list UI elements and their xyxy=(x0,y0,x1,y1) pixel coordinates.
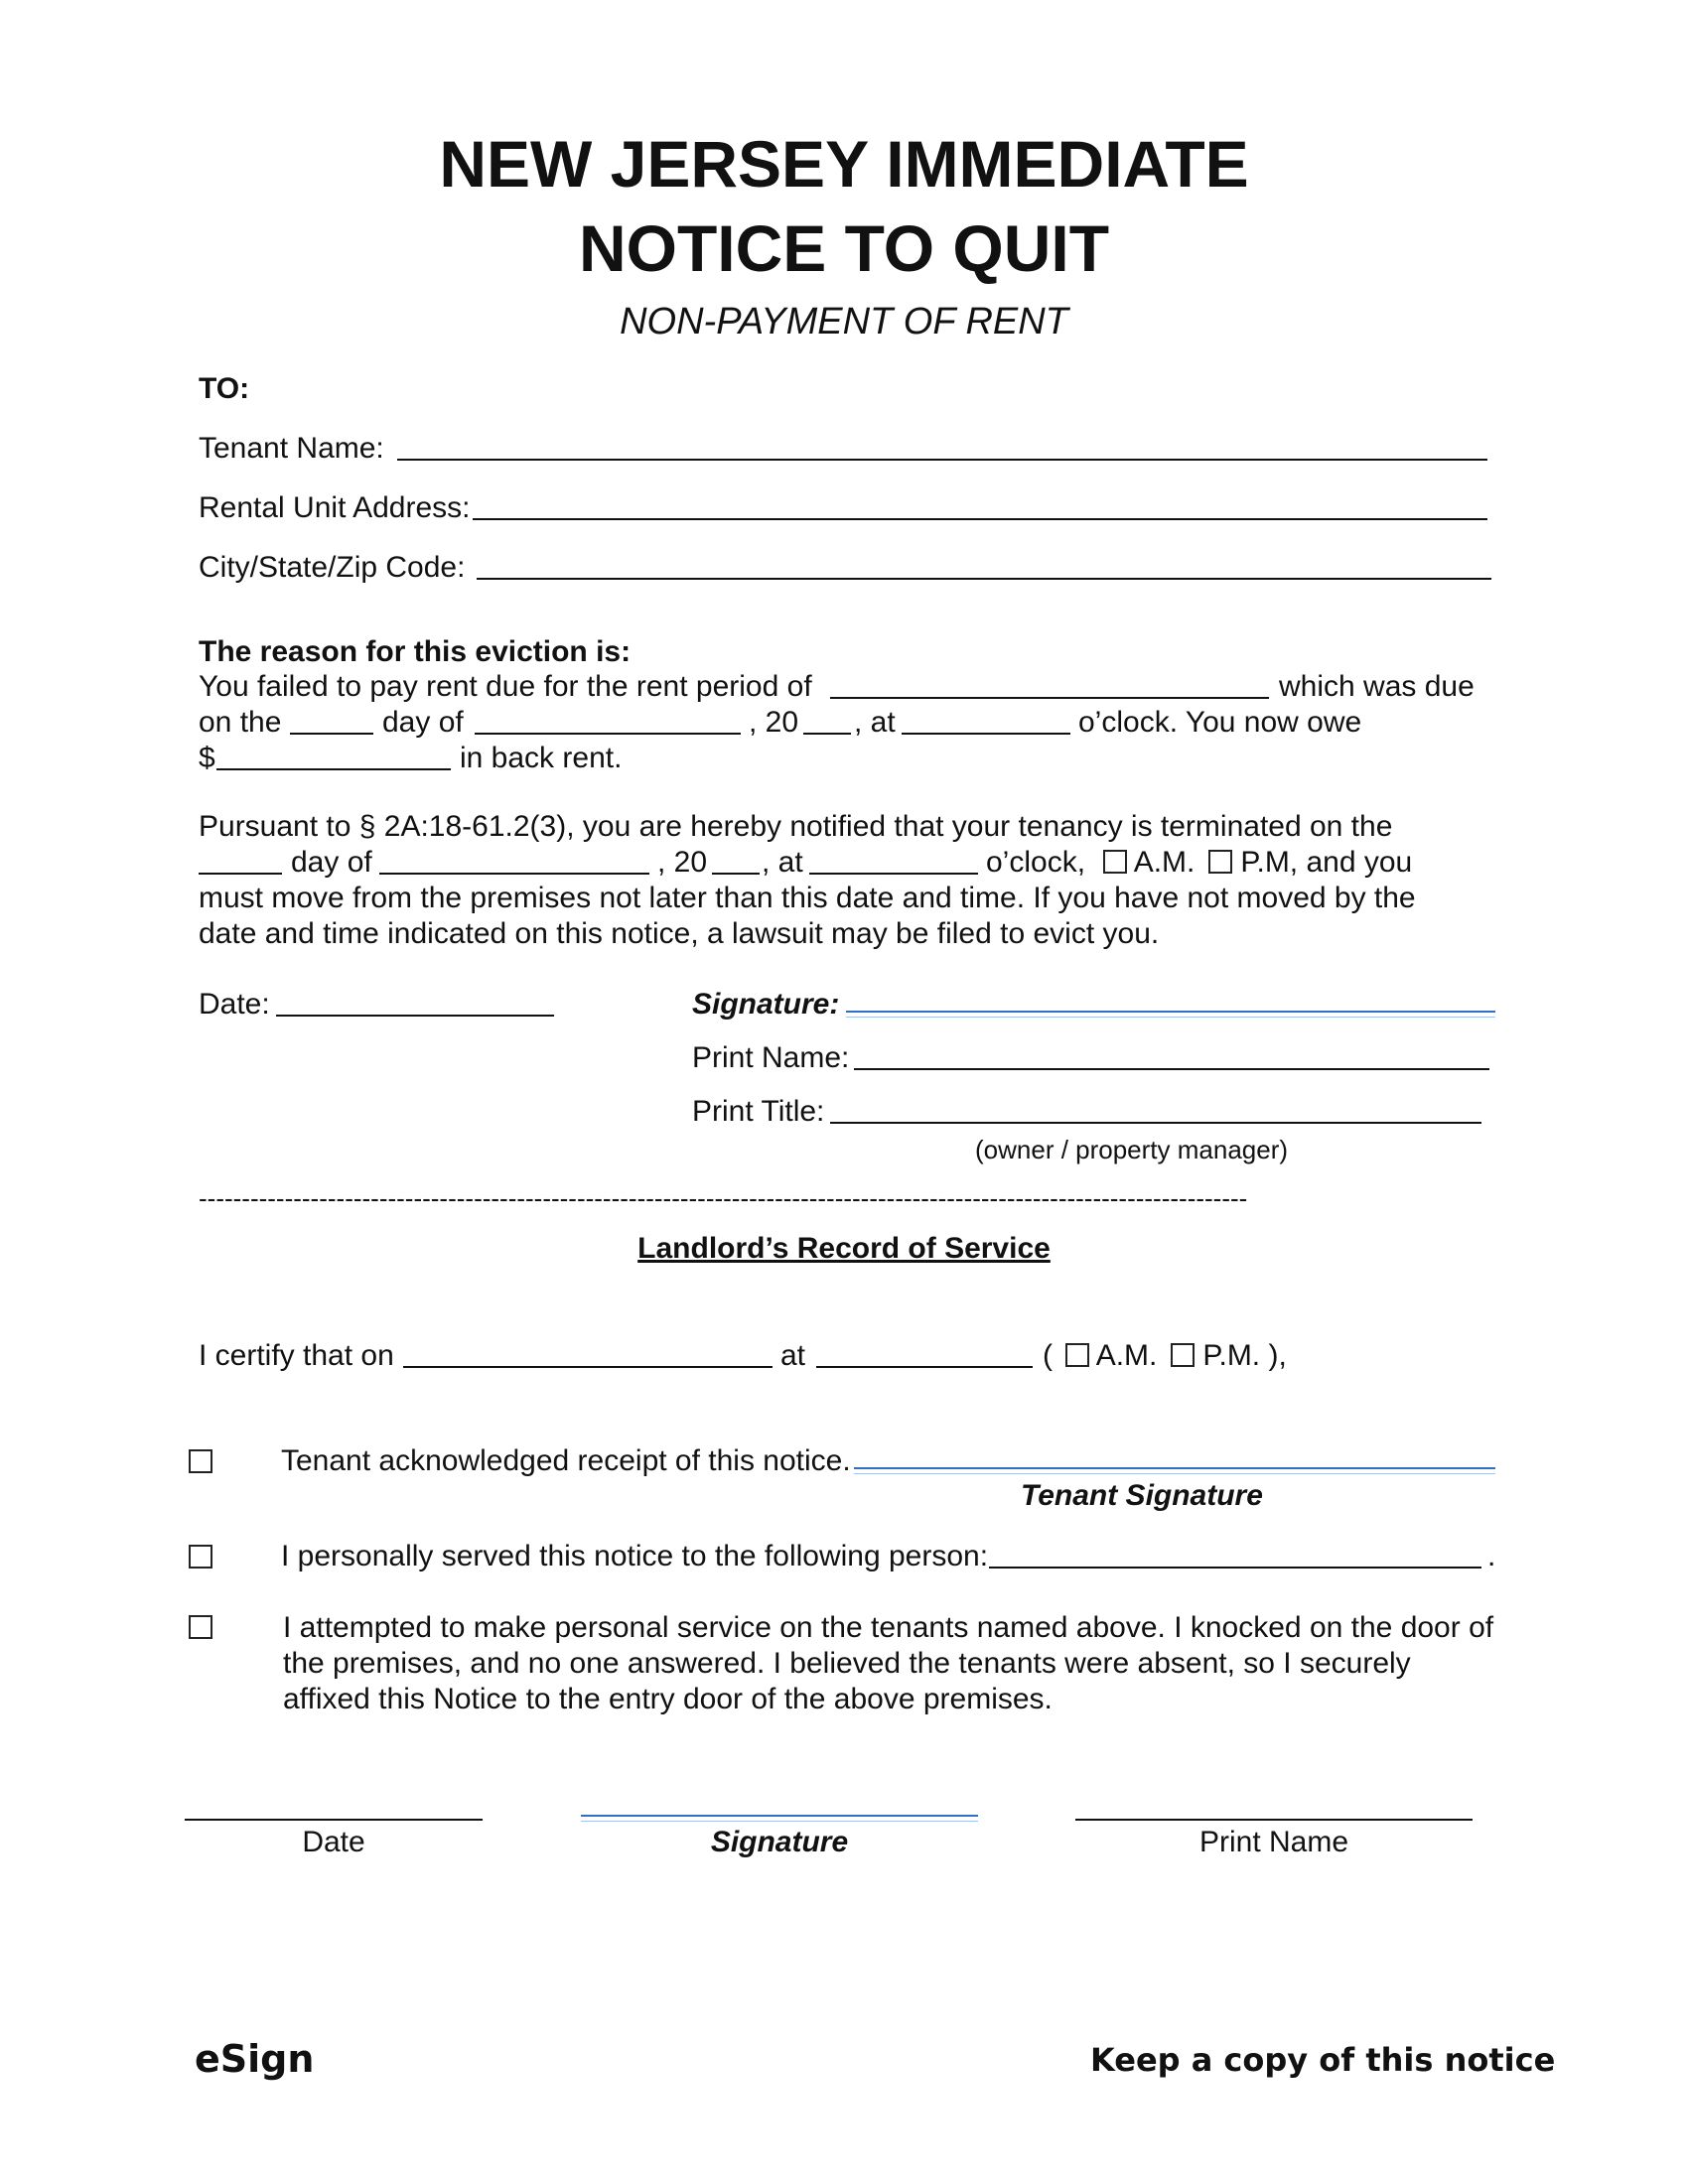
bottom-print-name-field[interactable] xyxy=(1075,1819,1473,1821)
option3-text xyxy=(283,1610,1493,1717)
signature-label: Signature: xyxy=(692,988,840,1021)
tenant-name-field[interactable] xyxy=(397,459,1487,461)
due-day-field[interactable] xyxy=(290,733,373,735)
certify-text: ( xyxy=(1043,1339,1053,1372)
due-year-field[interactable] xyxy=(803,733,851,735)
certify-pm-checkbox[interactable] xyxy=(1171,1343,1195,1367)
certify-pm-label: P.M. ), xyxy=(1202,1339,1287,1372)
title-hint: (owner / property manager) xyxy=(975,1135,1289,1164)
bottom-signature-label: Signature xyxy=(710,1826,849,1858)
option1-text: Tenant acknowledged receipt of this notice. xyxy=(281,1444,851,1477)
termination-am[interactable] xyxy=(1103,846,1195,880)
due-time-field[interactable] xyxy=(902,733,1070,735)
option3-line: the premises, and no one answered. I believed the tenants were absent, so I securely xyxy=(283,1647,1411,1680)
reason-text: o’clock. You now owe xyxy=(1078,706,1362,739)
amount-owed-field[interactable] xyxy=(216,768,451,770)
reason-text: in back rent. xyxy=(460,742,623,774)
city-state-zip-label: City/State/Zip Code: xyxy=(199,551,466,584)
option2-end: . xyxy=(1487,1540,1496,1572)
footer-note: Keep a copy of this notice xyxy=(1090,2041,1556,2079)
termination-pm[interactable] xyxy=(1208,846,1412,880)
tenant-name-label: Tenant Name: xyxy=(199,432,384,465)
termination-time-field[interactable] xyxy=(809,873,978,875)
termination-day-field[interactable] xyxy=(199,873,282,875)
tenant-signature-label: Tenant Signature xyxy=(1021,1479,1263,1512)
rental-address-label: Rental Unit Address: xyxy=(199,491,471,524)
print-title-label: Print Title: xyxy=(692,1095,825,1128)
rental-address-field[interactable] xyxy=(473,518,1487,520)
signature-field[interactable] xyxy=(846,1011,1495,1018)
print-name-field[interactable] xyxy=(854,1068,1489,1070)
option2-text: I personally served this notice to the following person: xyxy=(281,1540,989,1572)
pm-checkbox[interactable] xyxy=(1208,850,1232,874)
certify-text: at xyxy=(780,1339,806,1372)
subtitle: NON-PAYMENT OF RENT xyxy=(620,301,1068,342)
option3-checkbox[interactable] xyxy=(189,1615,212,1639)
certify-text: I certify that on xyxy=(199,1339,394,1372)
esign-logo: eSign xyxy=(195,2037,315,2081)
due-month-field[interactable] xyxy=(475,733,741,735)
to-label: TO: xyxy=(199,372,250,405)
termination-text: Pursuant to § 2A:18-61.2(3), you are hereby notified that your tenancy is terminated on the xyxy=(199,810,1393,843)
certify-pm[interactable] xyxy=(1171,1339,1287,1373)
termination-year-field[interactable] xyxy=(712,873,760,875)
reason-text: , 20 xyxy=(749,706,799,739)
certify-am[interactable] xyxy=(1065,1339,1157,1373)
termination-month-field[interactable] xyxy=(379,873,649,875)
rent-period-field[interactable] xyxy=(830,697,1269,699)
reason-text: on the xyxy=(199,706,282,739)
reason-text: You failed to pay rent due for the rent period of xyxy=(199,670,812,703)
option2-checkbox[interactable] xyxy=(189,1545,212,1569)
print-name-label: Print Name: xyxy=(692,1041,850,1074)
termination-text: day of xyxy=(291,846,372,879)
termination-text: must move from the premises not later than this date and time. If you have not moved by the xyxy=(199,882,1416,914)
bottom-date-label: Date xyxy=(302,1826,365,1858)
cut-divider: -------------------------------------------------------------------------------------------------------------------------- xyxy=(199,1183,1248,1213)
date-label: Date: xyxy=(199,988,270,1021)
title-line-2: NOTICE TO QUIT xyxy=(578,211,1110,285)
reason-text: day of xyxy=(382,706,464,739)
pm-label: P.M, and you xyxy=(1240,846,1413,879)
certify-date-field[interactable] xyxy=(403,1366,773,1368)
bottom-date-field[interactable] xyxy=(185,1819,483,1821)
am-checkbox[interactable] xyxy=(1103,850,1127,874)
print-title-field[interactable] xyxy=(830,1122,1481,1124)
certify-am-checkbox[interactable] xyxy=(1065,1343,1089,1367)
certify-time-field[interactable] xyxy=(816,1366,1033,1368)
option1-checkbox[interactable] xyxy=(189,1449,212,1473)
reason-text: $ xyxy=(199,742,215,774)
option3-line: affixed this Notice to the entry door of the above premises. xyxy=(283,1683,1053,1715)
termination-text: o’clock, xyxy=(986,846,1086,879)
served-person-field[interactable] xyxy=(989,1567,1481,1569)
certify-am-label: A.M. xyxy=(1095,1339,1158,1372)
title-line-1: NEW JERSEY IMMEDIATE xyxy=(439,127,1249,201)
date-field[interactable] xyxy=(276,1015,554,1017)
city-state-zip-field[interactable] xyxy=(477,578,1491,580)
reason-text: which was due xyxy=(1279,670,1475,703)
termination-text: , 20 xyxy=(657,846,708,879)
bottom-signature-field[interactable] xyxy=(581,1815,978,1822)
am-label: A.M. xyxy=(1133,846,1196,879)
reason-text: , at xyxy=(854,706,896,739)
tenant-signature-field[interactable] xyxy=(854,1467,1495,1474)
option3-line: I attempted to make personal service on the tenants named above. I knocked on the door of xyxy=(283,1611,1494,1644)
reason-heading: The reason for this eviction is: xyxy=(199,635,632,668)
bottom-print-name-label: Print Name xyxy=(1198,1826,1349,1858)
termination-text: date and time indicated on this notice, a lawsuit may be filed to evict you. xyxy=(199,917,1160,950)
record-heading: Landlord’s Record of Service xyxy=(637,1232,1051,1265)
termination-text: , at xyxy=(762,846,803,879)
